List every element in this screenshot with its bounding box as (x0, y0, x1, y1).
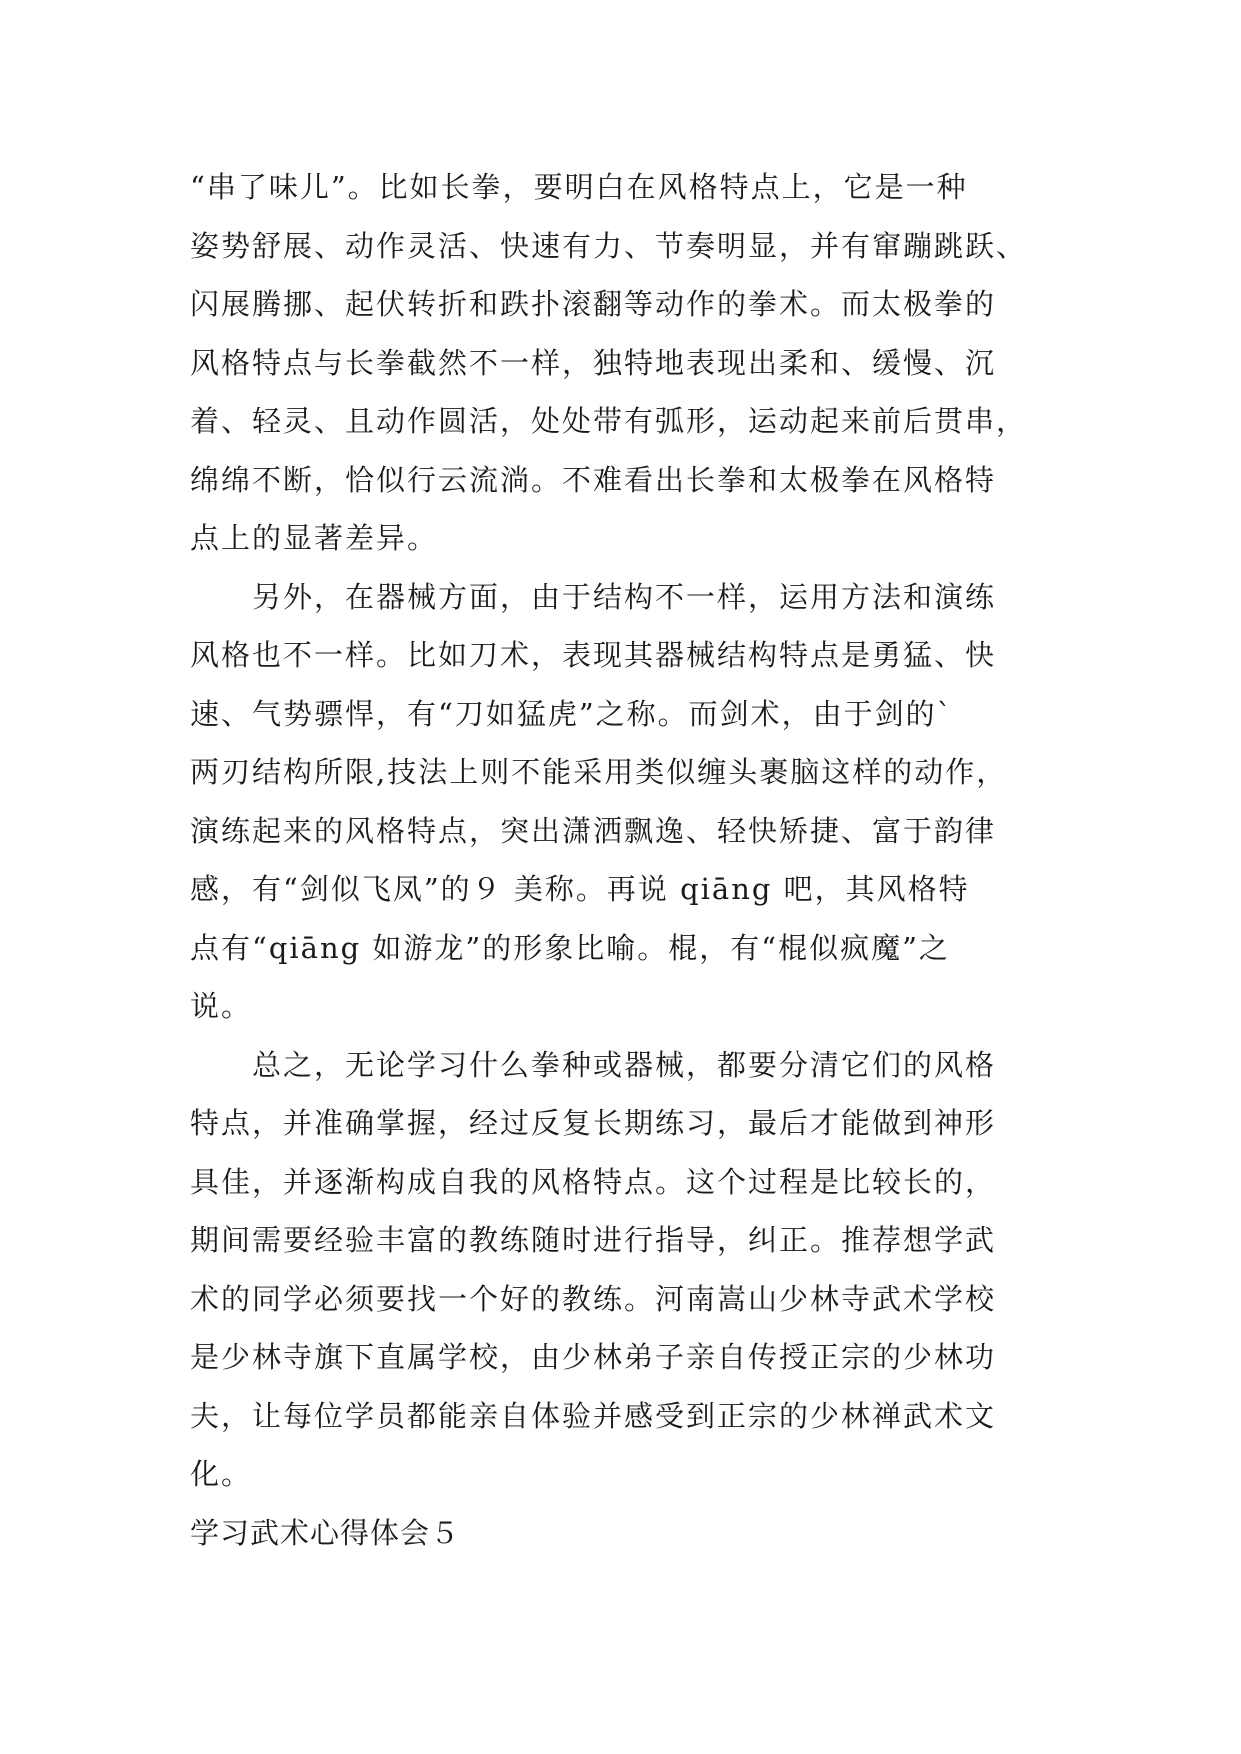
text-line: 绵绵不断，恰似行云流淌。不难看出长拳和太极拳在风格特 (190, 462, 997, 497)
document-page (190, 158, 1056, 1562)
paragraph-1 (190, 158, 1056, 568)
text-line: 期间需要经验丰富的教练随时进行指导，纠正。推荐想学武 (190, 1223, 997, 1257)
text-line: 演练起来的风格特点，突出潇洒飘逸、轻快矫捷、富于韵律 (190, 813, 997, 848)
text-line: 是少林寺旗下直属学校，由少林弟子亲自传授正宗的少林功 (190, 1340, 997, 1374)
paragraph-2 (190, 568, 1056, 1036)
text-line: 风格特点与长拳截然不一样，独特地表现出柔和、缓慢、沉 (190, 345, 997, 380)
text-line: 特点，并准确掌握，经过反复长期练习，最后才能做到神形 (190, 1106, 997, 1140)
text-line: 夫，让每位学员都能亲自体验并感受到正宗的少林禅武术文 (190, 1398, 997, 1433)
text-line: 两刃结构所限,技法上则不能采用类似缠头裹脑这样的动作， (190, 755, 1008, 789)
text-line: 着、轻灵、且动作圆活，处处带有弧形，运动起来前后贯串， (190, 404, 1028, 438)
text-line: 点上的显著差异。 (190, 521, 439, 555)
section-heading: 学习武术心得体会５ (190, 1515, 461, 1550)
text-line: 姿势舒展、动作灵活、快速有力、节奏明显，并有窜蹦跳跃、 (190, 228, 1028, 263)
text-line: 总之，无论学习什么拳种或器械，都要分清它们的风格 (190, 1047, 997, 1082)
text-line: 速、气势骠悍，有“刀如猛虎”之称。而剑术，由于剑的` (190, 696, 954, 731)
text-line: 具佳，并逐渐构成自我的风格特点。这个过程是比较长的， (190, 1164, 997, 1199)
text-line: 闪展腾挪、起伏转折和跌扑滚翻等动作的拳术。而太极拳的 (190, 287, 997, 321)
text-line: 说。 (190, 989, 253, 1023)
text-line: 点有“qiāng 如游龙”的形象比喻。棍，有“棍似疯魔”之 (190, 930, 950, 965)
text-line: 感，有“剑似飞凤”的９ 美称。再说 qiāng 吧，其风格特 (190, 872, 970, 906)
text-line: 另外，在器械方面，由于结构不一样，运用方法和演练 (190, 579, 997, 614)
text-line: 术的同学必须要找一个好的教练。河南嵩山少林寺武术学校 (190, 1281, 997, 1316)
text-line: 风格也不一样。比如刀术，表现其器械结构特点是勇猛、快 (190, 638, 997, 672)
paragraph-3 (190, 1036, 1056, 1504)
text-line: “串了味儿”。比如长拳，要明白在风格特点上，它是一种 (190, 170, 968, 204)
text-line: 化。 (190, 1457, 253, 1491)
